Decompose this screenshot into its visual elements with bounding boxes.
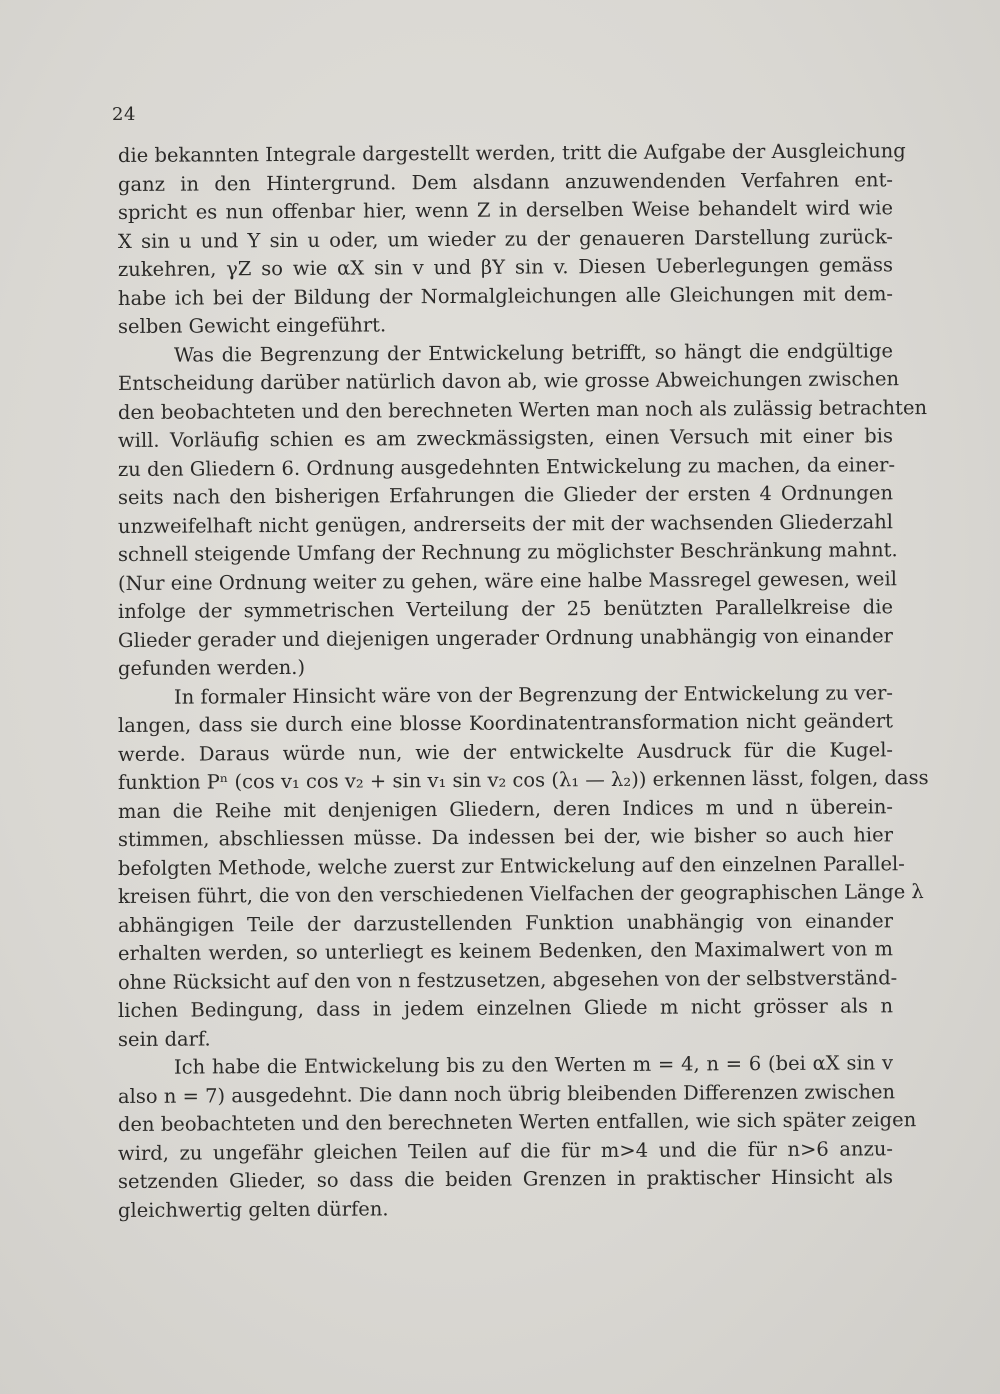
text-line: werde. Daraus würde nun, wie der entwickelte Ausdruck für die Kugel- — [117, 737, 894, 766]
text-line: Ich habe die Entwickelung bis zu den Werten m = 4, n = 6 (bei αX sin v — [173, 1051, 894, 1079]
page-number: 24 — [112, 104, 136, 125]
body-text — [117, 139, 929, 1225]
text-line: befolgten Methode, welche zuerst zur Entwickelung auf den einzelnen Parallel- — [117, 851, 905, 880]
text-line: seits nach den bisherigen Erfahrungen die Glieder der ersten 4 Ordnungen — [117, 481, 894, 509]
text-line: man die Reihe mit denjenigen Gliedern, deren Indices m und n überein- — [117, 794, 894, 823]
text-line: gefunden werden.) — [117, 655, 306, 680]
text-line: Was die Begrenzung der Entwickelung betrifft, so hängt die endgültige — [173, 338, 894, 367]
text-line: setzenden Glieder, so dass die beiden Grenzen in praktischer Hinsicht als — [117, 1165, 894, 1193]
text-line: abhängigen Teile der darzustellenden Funktion unabhängig von einander — [117, 908, 894, 937]
text-line: zukehren, γZ so wie αX sin v und βY sin v. Diesen Ueberlegungen gemäss — [117, 253, 894, 281]
text-line: infolge der symmetrischen Verteilung der 25 benützten Parallelkreise die — [117, 595, 894, 623]
text-line: will. Vorläufig schien es am zweckmässigsten, einen Versuch mit einer bis — [117, 424, 894, 452]
text-line: wird, zu ungefähr gleichen Teilen auf die für m>4 und die für n>6 anzu- — [117, 1136, 894, 1165]
text-line: funktion Pⁿ (cos v₁ cos v₂ + sin v₁ sin v₂ cos (λ₁ — λ₂)) erkennen lässt, folgen, dass — [117, 766, 929, 794]
text-line: In formaler Hinsicht wäre von der Begrenzung der Entwickelung zu ver- — [173, 680, 894, 709]
text-line: zu den Gliedern 6. Ordnung ausgedehnten Entwickelung zu machen, da einer- — [117, 452, 896, 481]
text-line: gleichwertig gelten dürfen. — [117, 1196, 389, 1222]
text-line: unzweifelhaft nicht genügen, andrerseits der mit der wachsenden Gliederzahl — [117, 509, 894, 538]
text-line: erhalten werden, so unterliegt es keinem Bedenken, den Maximalwert von m — [117, 937, 894, 965]
text-line: die bekannten Integrale dargestellt werden, tritt die Aufgabe der Ausgleichung — [117, 139, 906, 167]
text-line: stimmen, abschliessen müsse. Da indessen bei der, wie bisher so auch hier — [117, 823, 894, 851]
text-line: also n = 7) ausgedehnt. Die dann noch übrig bleibenden Differenzen zwischen — [117, 1079, 896, 1108]
text-line: ohne Rücksicht auf den von n festzusetzen, abgesehen von der selbstverständ- — [117, 965, 898, 994]
text-line: X sin u und Y sin u oder, um wieder zu der genaueren Darstellung zurück- — [117, 224, 894, 253]
text-line: Entscheidung darüber natürlich davon ab, wie grosse Abweichungen zwischen — [117, 367, 900, 395]
text-line: habe ich bei der Bildung der Normalgleichungen alle Gleichungen mit dem- — [117, 281, 894, 310]
text-line: den beobachteten und den berechneten Werten man noch als zulässig betrachten — [117, 395, 928, 424]
text-line: (Nur eine Ordnung weiter zu gehen, wäre eine halbe Massregel gewesen, weil — [117, 566, 897, 595]
text-line: spricht es nun offenbar hier, wenn Z in derselben Weise behandelt wird wie — [117, 196, 894, 224]
text-line: sein darf. — [117, 1026, 211, 1051]
text-line: den beobachteten und den berechneten Werten entfallen, wie sich später zeigen — [117, 1108, 917, 1136]
text-line: ganz in den Hintergrund. Dem alsdann anzuwendenden Verfahren ent- — [117, 167, 894, 196]
text-line: Glieder gerader und diejenigen ungerader Ordnung unabhängig von einander — [117, 623, 894, 652]
text-line: langen, dass sie durch eine blosse Koordinatentransformation nicht geändert — [117, 709, 894, 737]
text-line: schnell steigende Umfang der Rechnung zu möglichster Beschränkung mahnt. — [117, 538, 898, 566]
text-line: kreisen führt, die von den verschiedenen Vielfachen der geographischen Länge λ — [117, 880, 924, 908]
text-line: lichen Bedingung, dass in jedem einzelnen Gliede m nicht grösser als n — [117, 994, 894, 1022]
text-line: selben Gewicht eingeführt. — [117, 313, 387, 338]
